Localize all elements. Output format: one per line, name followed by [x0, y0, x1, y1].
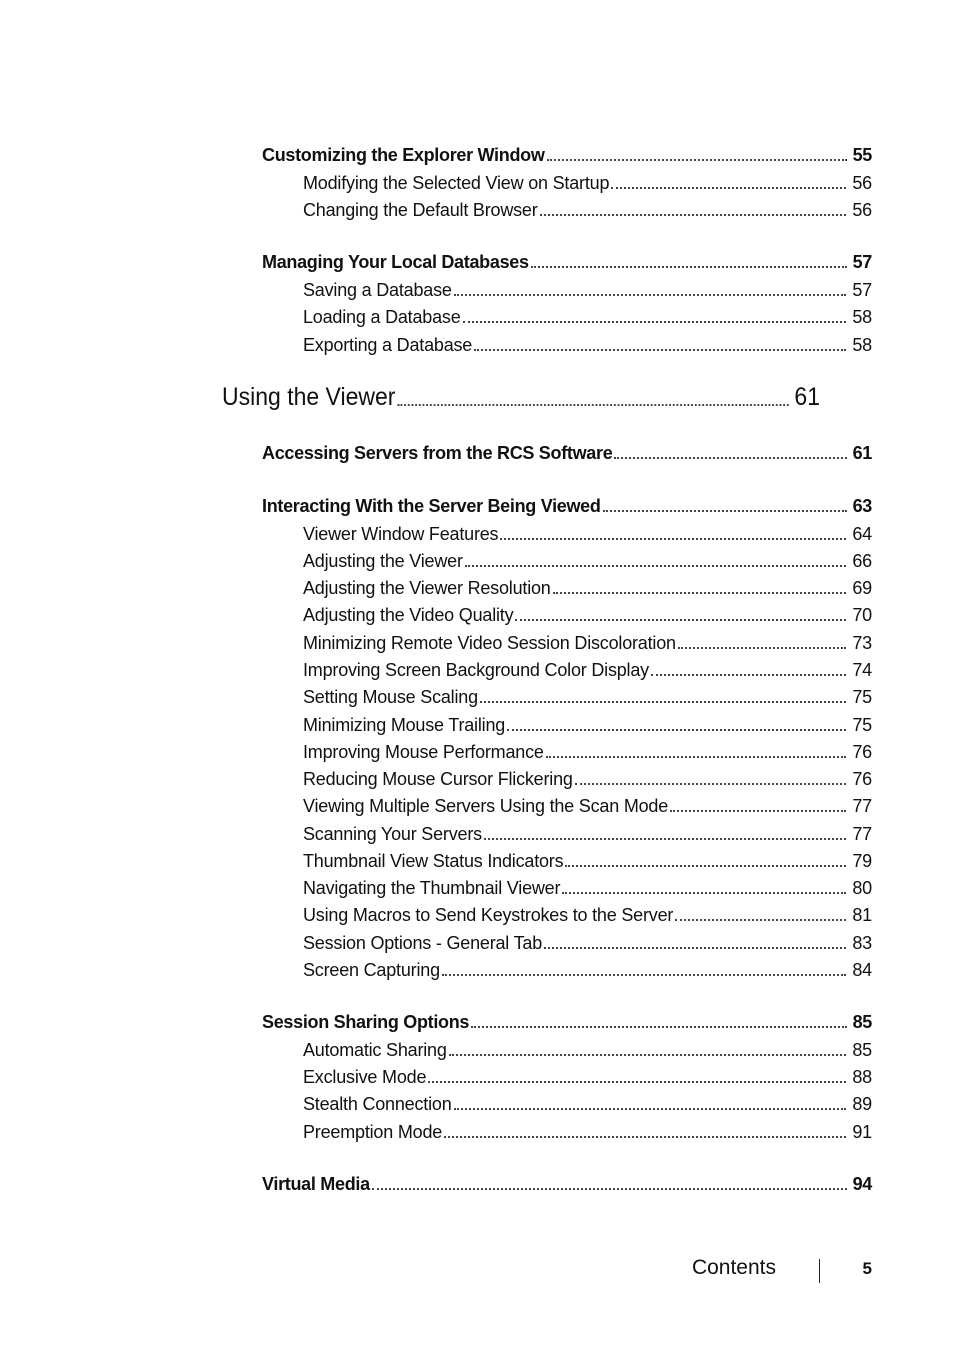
toc-entry-page: 58 — [852, 307, 872, 327]
dot-leader — [546, 755, 847, 758]
dot-leader — [515, 618, 846, 621]
toc-entry-page: 57 — [852, 252, 872, 272]
toc-entry-sub[interactable] — [303, 796, 872, 817]
dot-leader — [678, 646, 847, 649]
toc-entry-page: 84 — [852, 960, 872, 980]
dot-leader — [651, 673, 846, 676]
toc-entry-title: Adjusting the Viewer Resolution — [303, 578, 551, 598]
toc-entry-page: 77 — [852, 796, 872, 816]
toc-entry-page: 88 — [852, 1067, 872, 1087]
dot-leader — [675, 918, 846, 921]
dot-leader — [449, 1053, 847, 1056]
toc-entry-page: 63 — [852, 496, 872, 516]
toc-entry-sub[interactable] — [303, 769, 872, 790]
toc-entry-page: 85 — [852, 1040, 872, 1060]
toc-entry-title: Managing Your Local Databases — [262, 252, 529, 272]
footer-page-number: 5 — [862, 1259, 872, 1278]
toc-entry-page: 80 — [852, 878, 872, 898]
footer-divider — [819, 1259, 820, 1283]
toc-entry-title: Improving Screen Background Color Display — [303, 660, 649, 680]
dot-leader — [614, 456, 846, 459]
toc-entry-title: Interacting With the Server Being Viewed — [262, 496, 601, 516]
toc-entry-title: Preemption Mode — [303, 1122, 443, 1142]
dot-leader — [397, 403, 789, 406]
toc-entry-page: 94 — [852, 1174, 872, 1194]
toc-entry-page: 91 — [852, 1122, 872, 1142]
toc-entry-page: 57 — [852, 280, 872, 300]
toc-entry-sub[interactable] — [303, 173, 872, 194]
dot-leader — [603, 509, 847, 512]
toc-entry-title: Stealth Connection — [303, 1094, 452, 1114]
toc-entry-sub[interactable] — [303, 824, 872, 845]
toc-entry-title: Session Options - General Tab — [303, 933, 543, 953]
toc-entry-title: Viewing Multiple Servers Using the Scan Mode — [303, 796, 669, 816]
toc-entry-sub[interactable] — [303, 1067, 872, 1088]
toc-entry-title: Screen Capturing — [303, 960, 440, 980]
dot-leader — [507, 728, 846, 731]
dot-leader — [670, 809, 846, 812]
toc-entry-section[interactable] — [262, 496, 872, 517]
toc-entry-title: Adjusting the Viewer — [303, 551, 463, 571]
toc-entry-title: Thumbnail View Status Indicators — [303, 851, 564, 871]
page-footer — [0, 1256, 954, 1286]
dot-leader — [562, 891, 846, 894]
toc-entry-page: 69 — [852, 578, 872, 598]
toc-entry-title: Exclusive Mode — [303, 1067, 427, 1087]
dot-leader — [547, 158, 847, 161]
dot-leader — [565, 864, 846, 867]
toc-entry-title: Navigating the Thumbnail Viewer — [303, 878, 561, 898]
toc-entry-sub[interactable] — [303, 1122, 872, 1143]
dot-leader — [540, 213, 847, 216]
toc-entry-sub[interactable] — [303, 1094, 872, 1115]
dot-leader — [428, 1080, 846, 1083]
toc-entry-section[interactable] — [262, 443, 872, 464]
toc-entry-sub[interactable] — [303, 307, 872, 328]
toc-entry-sub[interactable] — [303, 524, 872, 545]
toc-entry-title: Minimizing Mouse Trailing — [303, 715, 506, 735]
toc-entry-sub[interactable] — [303, 905, 872, 926]
toc-entry-section[interactable] — [262, 145, 872, 166]
dot-leader — [465, 564, 847, 567]
toc-entry-page: 70 — [852, 605, 872, 625]
dot-leader — [500, 537, 846, 540]
toc-entry-page: 89 — [852, 1094, 872, 1114]
dot-leader — [611, 186, 846, 189]
toc-entry-title: Saving a Database — [303, 280, 452, 300]
toc-entry-sub[interactable] — [303, 960, 872, 981]
toc-entry-sub[interactable] — [303, 851, 872, 872]
toc-entry-title: Viewer Window Features — [303, 524, 499, 544]
toc-entry-section[interactable] — [262, 1012, 872, 1033]
toc-entry-title: Session Sharing Options — [262, 1012, 470, 1032]
dot-leader — [463, 320, 847, 323]
toc-entry-page: 81 — [852, 905, 872, 925]
dot-leader — [454, 293, 847, 296]
toc-entry-sub[interactable] — [303, 280, 872, 301]
toc-entry-sub[interactable] — [303, 578, 872, 599]
toc-entry-page: 79 — [852, 851, 872, 871]
toc-entry-section[interactable] — [262, 1174, 872, 1195]
dot-leader — [444, 1135, 846, 1138]
toc-entry-page: 56 — [852, 173, 872, 193]
toc-entry-page: 64 — [852, 524, 872, 544]
toc-entry-page: 55 — [852, 145, 872, 165]
toc-entry-page: 66 — [852, 551, 872, 571]
dot-leader — [454, 1107, 847, 1110]
dot-leader — [474, 348, 846, 351]
dot-leader — [575, 782, 847, 785]
toc-entry-sub[interactable] — [303, 200, 872, 221]
toc-entry-page: 61 — [852, 443, 872, 463]
toc-entry-page: 75 — [852, 715, 872, 735]
toc-entry-title: Virtual Media — [262, 1174, 370, 1194]
toc-entry-sub[interactable] — [303, 335, 872, 356]
toc-entry-title: Improving Mouse Performance — [303, 742, 544, 762]
toc-entry-title: Accessing Servers from the RCS Software — [262, 443, 613, 463]
toc-entry-title: Customizing the Explorer Window — [262, 145, 545, 165]
toc-entry-sub[interactable] — [303, 660, 872, 681]
toc-entry-title: Exporting a Database — [303, 335, 473, 355]
toc-entry-title: Modifying the Selected View on Startup — [303, 173, 610, 193]
toc-entry-sub[interactable] — [303, 742, 872, 763]
toc-entry-title: Changing the Default Browser — [303, 200, 538, 220]
toc-entry-sub[interactable] — [303, 551, 872, 572]
dot-leader — [480, 700, 846, 703]
toc-entry-sub[interactable] — [303, 715, 872, 736]
toc-entry-page: 73 — [852, 633, 872, 653]
footer-label: Contents — [691, 1256, 776, 1279]
toc-entry-title: Automatic Sharing — [303, 1040, 447, 1060]
toc-entry-page: 58 — [852, 335, 872, 355]
dot-leader — [471, 1025, 846, 1028]
toc-entry-page: 77 — [852, 824, 872, 844]
toc-entry-section[interactable] — [262, 252, 872, 273]
toc-entry-title: Reducing Mouse Cursor Flickering — [303, 769, 573, 789]
dot-leader — [372, 1187, 847, 1190]
toc-entry-page: 76 — [852, 769, 872, 789]
dot-leader — [553, 591, 847, 594]
dot-leader — [442, 973, 846, 976]
toc-entry-page: 76 — [852, 742, 872, 762]
toc-entry-title: Minimizing Remote Video Session Discoloration — [303, 633, 676, 653]
toc-entry-page: 56 — [852, 200, 872, 220]
toc-entry-page: 83 — [852, 933, 872, 953]
toc-entry-sub[interactable] — [303, 633, 872, 654]
toc-entry-page: 74 — [852, 660, 872, 680]
toc-entry-title: Adjusting the Video Quality — [303, 605, 514, 625]
toc-entry-title: Using the Viewer — [222, 383, 396, 411]
dot-leader — [531, 265, 847, 268]
toc-entry-sub[interactable] — [303, 687, 872, 708]
toc-entry-page: 61 — [794, 383, 820, 411]
toc-entry-sub[interactable] — [303, 878, 872, 899]
dot-leader — [544, 946, 846, 949]
toc-entry-page: 75 — [852, 687, 872, 707]
toc-entry-sub[interactable] — [303, 605, 872, 626]
dot-leader — [484, 837, 846, 840]
toc-entry-title: Using Macros to Send Keystrokes to the Server — [303, 905, 674, 925]
toc-entry-title: Scanning Your Servers — [303, 824, 482, 844]
toc-entry-page: 85 — [852, 1012, 872, 1032]
toc-entry-title: Loading a Database — [303, 307, 461, 327]
toc-entry-chapter[interactable] — [222, 383, 820, 412]
toc-entry-sub[interactable] — [303, 933, 872, 954]
toc-entry-sub[interactable] — [303, 1040, 872, 1061]
toc-entry-title: Setting Mouse Scaling — [303, 687, 478, 707]
